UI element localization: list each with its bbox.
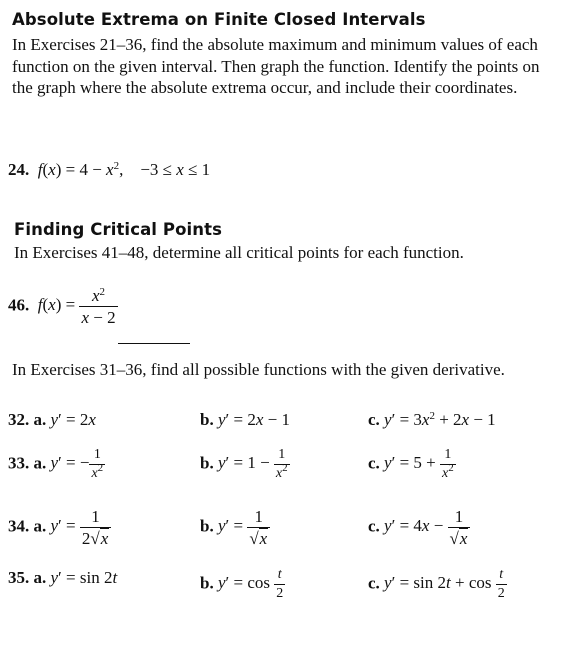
exercise-32c-expression: $y' = 3x^2 + 2x - 1$ (384, 410, 496, 429)
part-label: a. (33, 516, 47, 536)
part-label: b. (200, 516, 214, 536)
exercise-32b-expression: y′ = 2x − 1 (217, 410, 290, 429)
exercise-35c (368, 568, 507, 601)
exercise-46-expression: f(x) = $\frac{x^2}{x - 2}$ (37, 286, 116, 327)
exercise-33c-expression: y′ = 5 + $\frac{1}{x^2}$ (384, 447, 454, 481)
exercise-34b-expression: y′ = $\frac{1}{√x}$ (218, 516, 270, 535)
exercise-34 (8, 508, 111, 547)
exercise-32c (368, 410, 496, 430)
exercise-number: 34. (8, 516, 30, 536)
exercise-number: 32. (8, 410, 30, 429)
exercise-35b (200, 568, 285, 601)
exercise-35a-expression: y′ = sin 2t (50, 568, 118, 587)
exercise-33b-expression: y′ = 1 − $\frac{1}{x^2}$ (217, 447, 288, 481)
part-label: b. (200, 410, 214, 429)
exercise-35c-expression: y′ = sin 2t + cos $\frac{t}{2}$ (384, 567, 505, 601)
exercise-32a-expression: y′ = 2x (50, 410, 96, 429)
section-instructions-absolute-extrema: In Exercises 21–36, find the absolute maximum and minimum values of each function on the given interval. Then graph the function. Identify the points on the graph where the absolute extrema occur, and include their coordinates. (12, 35, 540, 97)
exercise-35 (8, 568, 117, 588)
section-instructions-antiderivatives: In Exercises 31–36, find all possible functions with the given derivative. (12, 360, 505, 379)
exercise-24-expression: $f(x) = 4 - x^2$, −3 ≤ x ≤ 1 (37, 160, 211, 179)
section-instructions-critical-points: In Exercises 41–48, determine all critical points for each function. (14, 243, 464, 262)
exercise-34a-expression: y′ = $\frac{1}{2√x}$ (51, 516, 112, 535)
exercise-34c (368, 508, 470, 547)
exercise-33 (8, 448, 105, 481)
underline (118, 343, 190, 344)
exercise-number: 46. (8, 295, 30, 315)
exercise-24 (8, 160, 210, 180)
exercise-33b (200, 448, 290, 481)
exercise-32b (200, 410, 290, 430)
exercise-46 (8, 287, 118, 326)
part-label: a. (33, 453, 47, 473)
part-label: c. (368, 453, 380, 473)
part-label: c. (368, 410, 380, 429)
exercise-34b (200, 508, 270, 547)
part-label: a. (33, 568, 47, 587)
part-label: c. (368, 516, 380, 536)
exercise-35b-expression: y′ = cos $\frac{t}{2}$ (217, 567, 284, 601)
part-label: a. (33, 410, 47, 429)
exercise-32 (8, 410, 96, 430)
part-label: b. (200, 453, 214, 473)
exercise-33a-expression: y′ = − $\frac{1}{x^2}$ (50, 447, 104, 481)
section-heading-critical-points: Finding Critical Points (14, 220, 223, 239)
exercise-number: 33. (8, 453, 30, 473)
exercise-number: 24. (8, 160, 30, 179)
part-label: c. (368, 573, 380, 593)
part-label: b. (200, 573, 214, 593)
exercise-number: 35. (8, 568, 30, 587)
exercise-33c (368, 448, 456, 481)
exercise-34c-expression: y′ = 4x − $\frac{1}{√x}$ (384, 516, 470, 535)
section-heading-absolute-extrema: Absolute Extrema on Finite Closed Intervals (12, 10, 426, 29)
